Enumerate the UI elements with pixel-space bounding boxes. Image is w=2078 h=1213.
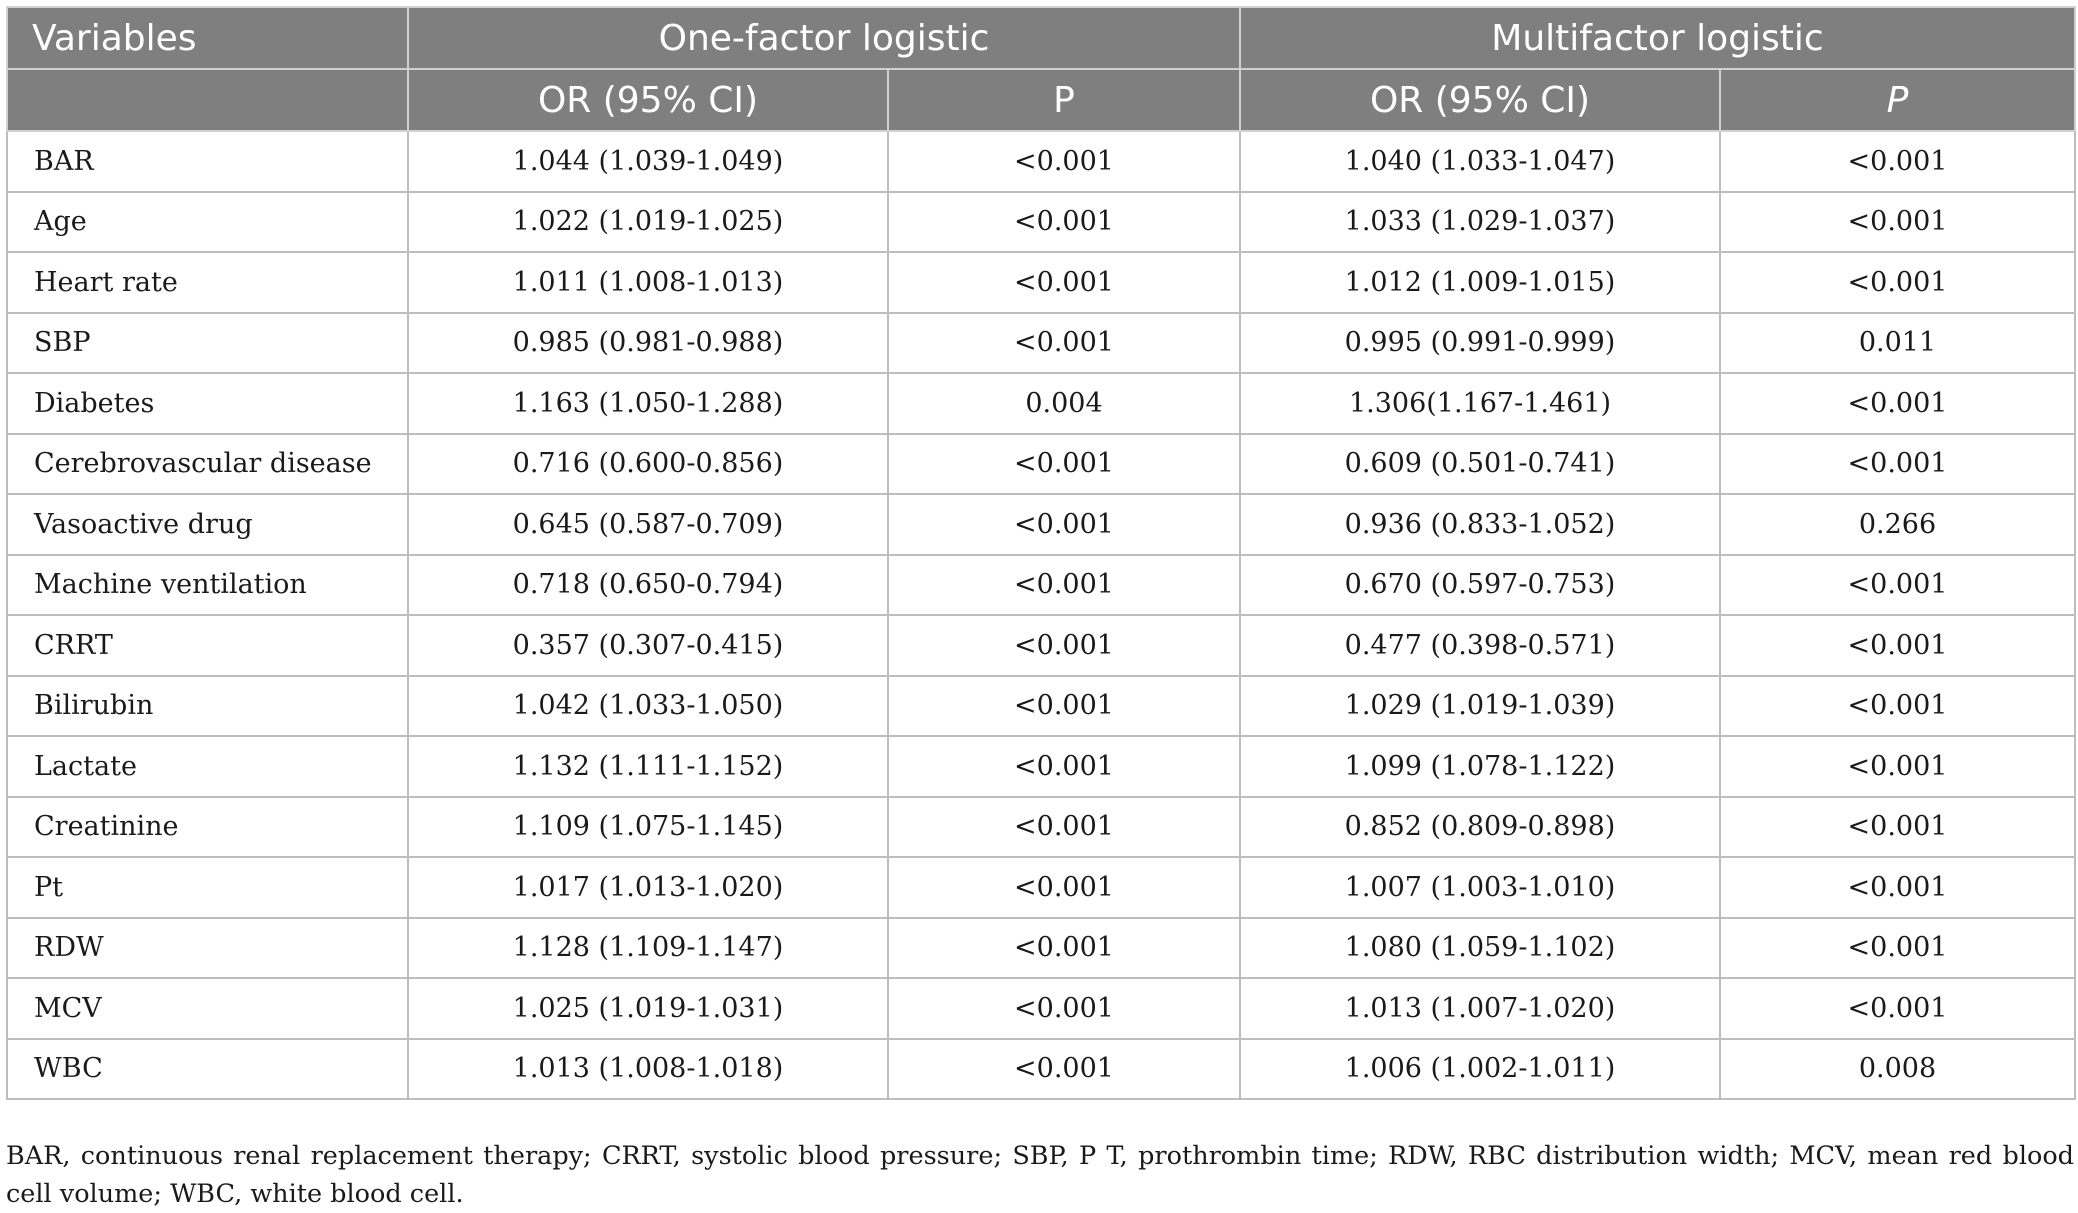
cell-or-one-factor: 0.718 (0.650-0.794) xyxy=(408,555,888,616)
table-row xyxy=(7,313,2075,374)
header-row-groups xyxy=(7,7,2075,69)
table-row xyxy=(7,131,2075,192)
cell-or-one-factor: 0.716 (0.600-0.856) xyxy=(408,434,888,495)
cell-or-multifactor: 1.029 (1.019-1.039) xyxy=(1240,676,1720,737)
cell-variable: Machine ventilation xyxy=(7,555,408,616)
cell-p-one-factor: <0.001 xyxy=(888,313,1240,374)
cell-p-multifactor: <0.001 xyxy=(1720,252,2075,313)
cell-p-one-factor: <0.001 xyxy=(888,252,1240,313)
cell-or-one-factor: 1.132 (1.111-1.152) xyxy=(408,736,888,797)
cell-p-one-factor: <0.001 xyxy=(888,676,1240,737)
table-row xyxy=(7,494,2075,555)
cell-variable: Heart rate xyxy=(7,252,408,313)
table-row xyxy=(7,555,2075,616)
cell-p-multifactor: <0.001 xyxy=(1720,918,2075,979)
cell-or-one-factor: 1.109 (1.075-1.145) xyxy=(408,797,888,858)
cell-or-multifactor: 0.477 (0.398-0.571) xyxy=(1240,615,1720,676)
cell-p-one-factor: <0.001 xyxy=(888,192,1240,253)
header-multifactor-logistic: Multifactor logistic xyxy=(1240,7,2075,69)
cell-variable: CRRT xyxy=(7,615,408,676)
table-row xyxy=(7,797,2075,858)
cell-variable: Pt xyxy=(7,857,408,918)
cell-variable: Creatinine xyxy=(7,797,408,858)
cell-p-multifactor: 0.008 xyxy=(1720,1039,2075,1100)
logistic-regression-table xyxy=(6,6,2076,1100)
cell-or-one-factor: 0.357 (0.307-0.415) xyxy=(408,615,888,676)
cell-p-multifactor: <0.001 xyxy=(1720,434,2075,495)
cell-or-one-factor: 1.128 (1.109-1.147) xyxy=(408,918,888,979)
cell-p-multifactor: 0.266 xyxy=(1720,494,2075,555)
cell-p-one-factor: 0.004 xyxy=(888,373,1240,434)
cell-p-one-factor: <0.001 xyxy=(888,434,1240,495)
table-row xyxy=(7,1039,2075,1100)
cell-or-multifactor: 0.936 (0.833-1.052) xyxy=(1240,494,1720,555)
cell-p-multifactor: <0.001 xyxy=(1720,857,2075,918)
cell-variable: Cerebrovascular disease xyxy=(7,434,408,495)
cell-or-one-factor: 1.013 (1.008-1.018) xyxy=(408,1039,888,1100)
cell-p-one-factor: <0.001 xyxy=(888,918,1240,979)
header-row-columns xyxy=(7,69,2075,131)
cell-or-multifactor: 1.306(1.167-1.461) xyxy=(1240,373,1720,434)
cell-p-multifactor: <0.001 xyxy=(1720,676,2075,737)
header-one-factor-logistic: One-factor logistic xyxy=(408,7,1240,69)
header-p-one-factor: P xyxy=(888,69,1240,131)
cell-or-multifactor: 1.013 (1.007-1.020) xyxy=(1240,978,1720,1039)
header-p-multifactor: P xyxy=(1720,69,2075,131)
cell-variable: Diabetes xyxy=(7,373,408,434)
header-or-multifactor: OR (95% CI) xyxy=(1240,69,1720,131)
cell-or-multifactor: 1.033 (1.029-1.037) xyxy=(1240,192,1720,253)
cell-variable: MCV xyxy=(7,978,408,1039)
cell-p-one-factor: <0.001 xyxy=(888,736,1240,797)
cell-or-multifactor: 1.007 (1.003-1.010) xyxy=(1240,857,1720,918)
results-table-container xyxy=(6,6,2074,1100)
cell-p-one-factor: <0.001 xyxy=(888,555,1240,616)
table-row xyxy=(7,615,2075,676)
cell-p-one-factor: <0.001 xyxy=(888,797,1240,858)
cell-or-multifactor: 1.099 (1.078-1.122) xyxy=(1240,736,1720,797)
cell-or-multifactor: 0.995 (0.991-0.999) xyxy=(1240,313,1720,374)
cell-variable: Lactate xyxy=(7,736,408,797)
table-row xyxy=(7,373,2075,434)
cell-variable: Vasoactive drug xyxy=(7,494,408,555)
cell-p-multifactor: <0.001 xyxy=(1720,131,2075,192)
header-variables: Variables xyxy=(7,7,408,69)
cell-or-one-factor: 1.011 (1.008-1.013) xyxy=(408,252,888,313)
cell-p-multifactor: <0.001 xyxy=(1720,736,2075,797)
cell-or-multifactor: 0.609 (0.501-0.741) xyxy=(1240,434,1720,495)
cell-p-one-factor: <0.001 xyxy=(888,494,1240,555)
cell-variable: BAR xyxy=(7,131,408,192)
table-row xyxy=(7,192,2075,253)
cell-variable: WBC xyxy=(7,1039,408,1100)
cell-or-multifactor: 1.040 (1.033-1.047) xyxy=(1240,131,1720,192)
table-row xyxy=(7,434,2075,495)
cell-or-multifactor: 0.852 (0.809-0.898) xyxy=(1240,797,1720,858)
cell-or-one-factor: 0.985 (0.981-0.988) xyxy=(408,313,888,374)
cell-p-one-factor: <0.001 xyxy=(888,857,1240,918)
cell-p-multifactor: <0.001 xyxy=(1720,555,2075,616)
cell-variable: RDW xyxy=(7,918,408,979)
table-row xyxy=(7,252,2075,313)
cell-variable: Age xyxy=(7,192,408,253)
cell-or-one-factor: 1.044 (1.039-1.049) xyxy=(408,131,888,192)
table-row xyxy=(7,978,2075,1039)
cell-or-multifactor: 1.012 (1.009-1.015) xyxy=(1240,252,1720,313)
table-footnote: BAR, continuous renal replacement therapy; CRRT, systolic blood pressure; SBP, P T, prothrombin time; RDW, RBC distribution width; MCV, mean red blood cell volume; WBC, white blood cell. xyxy=(6,1141,2074,1209)
cell-p-multifactor: <0.001 xyxy=(1720,373,2075,434)
cell-or-multifactor: 0.670 (0.597-0.753) xyxy=(1240,555,1720,616)
table-body xyxy=(7,131,2075,1099)
cell-p-multifactor: <0.001 xyxy=(1720,978,2075,1039)
cell-p-multifactor: <0.001 xyxy=(1720,797,2075,858)
cell-p-one-factor: <0.001 xyxy=(888,1039,1240,1100)
cell-or-one-factor: 1.022 (1.019-1.025) xyxy=(408,192,888,253)
table-row xyxy=(7,676,2075,737)
cell-or-multifactor: 1.080 (1.059-1.102) xyxy=(1240,918,1720,979)
cell-or-multifactor: 1.006 (1.002-1.011) xyxy=(1240,1039,1720,1100)
table-row xyxy=(7,918,2075,979)
cell-or-one-factor: 1.025 (1.019-1.031) xyxy=(408,978,888,1039)
table-row xyxy=(7,736,2075,797)
cell-variable: SBP xyxy=(7,313,408,374)
cell-or-one-factor: 1.017 (1.013-1.020) xyxy=(408,857,888,918)
cell-or-one-factor: 1.163 (1.050-1.288) xyxy=(408,373,888,434)
cell-p-one-factor: <0.001 xyxy=(888,131,1240,192)
cell-p-multifactor: <0.001 xyxy=(1720,615,2075,676)
cell-or-one-factor: 1.042 (1.033-1.050) xyxy=(408,676,888,737)
cell-variable: Bilirubin xyxy=(7,676,408,737)
cell-p-multifactor: <0.001 xyxy=(1720,192,2075,253)
cell-or-one-factor: 0.645 (0.587-0.709) xyxy=(408,494,888,555)
cell-p-one-factor: <0.001 xyxy=(888,615,1240,676)
cell-p-multifactor: 0.011 xyxy=(1720,313,2075,374)
cell-p-one-factor: <0.001 xyxy=(888,978,1240,1039)
table-row xyxy=(7,857,2075,918)
header-or-one-factor: OR (95% CI) xyxy=(408,69,888,131)
header-empty xyxy=(7,69,408,131)
